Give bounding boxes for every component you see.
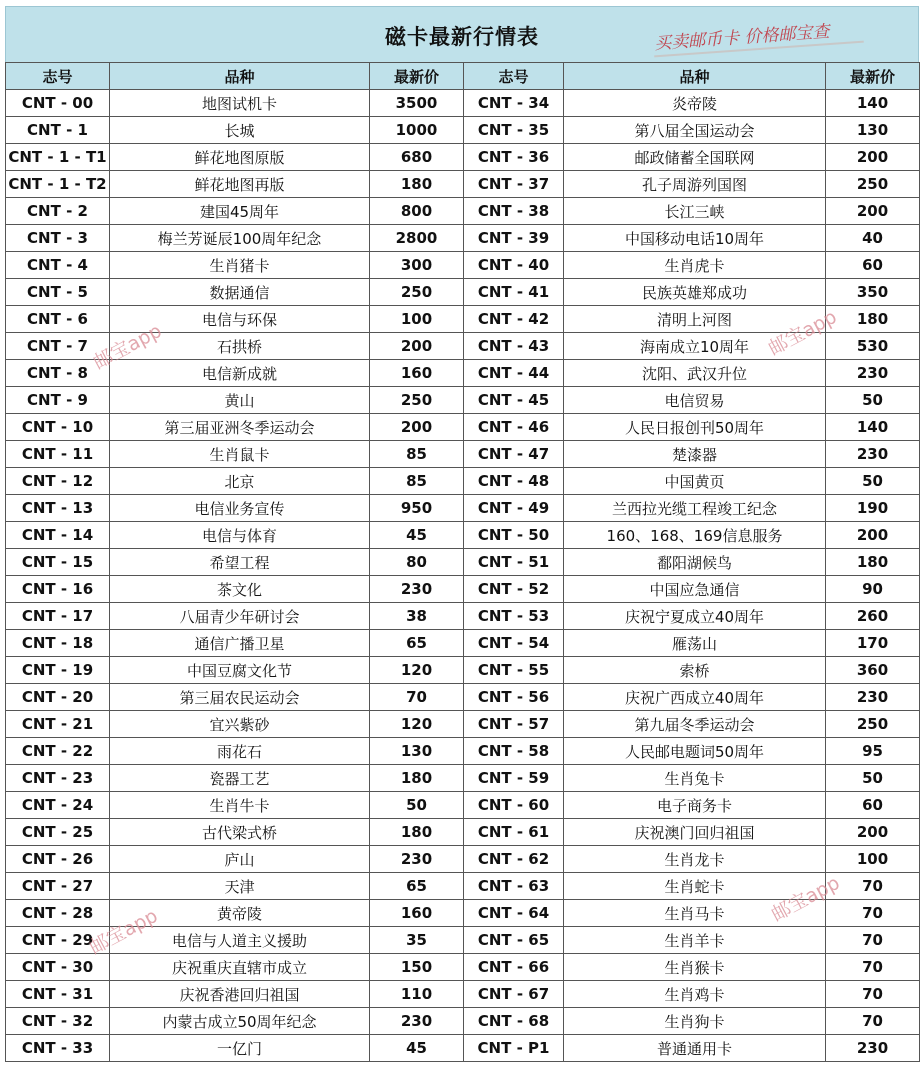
card-name: 第九届冬季运动会 bbox=[564, 711, 826, 738]
table-row bbox=[6, 198, 920, 225]
card-code: CNT - 38 bbox=[464, 198, 564, 225]
latest-price: 2800 bbox=[370, 225, 464, 252]
latest-price: 250 bbox=[826, 711, 920, 738]
card-name: 八届青少年研讨会 bbox=[110, 603, 370, 630]
card-code: CNT - 00 bbox=[6, 90, 110, 117]
card-name: 海南成立10周年 bbox=[564, 333, 826, 360]
column-header-price: 最新价 bbox=[826, 63, 920, 90]
card-name: 北京 bbox=[110, 468, 370, 495]
card-code: CNT - 31 bbox=[6, 981, 110, 1008]
watermark: 邮宝app bbox=[764, 305, 841, 360]
table-row bbox=[6, 333, 920, 360]
latest-price: 110 bbox=[370, 981, 464, 1008]
card-name: 黄帝陵 bbox=[110, 900, 370, 927]
table-row bbox=[6, 441, 920, 468]
table-row bbox=[6, 144, 920, 171]
latest-price: 70 bbox=[826, 1008, 920, 1035]
table-row bbox=[6, 981, 920, 1008]
card-name: 古代梁式桥 bbox=[110, 819, 370, 846]
latest-price: 250 bbox=[826, 171, 920, 198]
latest-price: 140 bbox=[826, 90, 920, 117]
card-name: 生肖鸡卡 bbox=[564, 981, 826, 1008]
card-name: 庆祝重庆直辖市成立 bbox=[110, 954, 370, 981]
card-code: CNT - 39 bbox=[464, 225, 564, 252]
card-name: 第八届全国运动会 bbox=[564, 117, 826, 144]
card-code: CNT - 1 bbox=[6, 117, 110, 144]
card-name: 中国黄页 bbox=[564, 468, 826, 495]
card-name: 中国移动电话10周年 bbox=[564, 225, 826, 252]
card-code: CNT - 33 bbox=[6, 1035, 110, 1062]
card-name: 庐山 bbox=[110, 846, 370, 873]
latest-price: 160 bbox=[370, 900, 464, 927]
card-code: CNT - 22 bbox=[6, 738, 110, 765]
card-name: 生肖鼠卡 bbox=[110, 441, 370, 468]
table-row bbox=[6, 171, 920, 198]
column-header-code: 志号 bbox=[464, 63, 564, 90]
card-name: 庆祝宁夏成立40周年 bbox=[564, 603, 826, 630]
latest-price: 680 bbox=[370, 144, 464, 171]
table-row bbox=[6, 387, 920, 414]
card-name: 人民日报创刊50周年 bbox=[564, 414, 826, 441]
slogan-signature: 买卖邮币卡 价格邮宝查 bbox=[653, 21, 831, 55]
card-code: CNT - 68 bbox=[464, 1008, 564, 1035]
latest-price: 530 bbox=[826, 333, 920, 360]
card-name: 兰西拉光缆工程竣工纪念 bbox=[564, 495, 826, 522]
latest-price: 70 bbox=[370, 684, 464, 711]
card-code: CNT - 44 bbox=[464, 360, 564, 387]
card-name: 电信新成就 bbox=[110, 360, 370, 387]
latest-price: 230 bbox=[370, 1008, 464, 1035]
card-code: CNT - 35 bbox=[464, 117, 564, 144]
latest-price: 3500 bbox=[370, 90, 464, 117]
table-row bbox=[6, 630, 920, 657]
latest-price: 180 bbox=[370, 171, 464, 198]
card-name: 孔子周游列国图 bbox=[564, 171, 826, 198]
table-row bbox=[6, 1035, 920, 1062]
table-row bbox=[6, 360, 920, 387]
latest-price: 90 bbox=[826, 576, 920, 603]
card-name: 庆祝澳门回归祖国 bbox=[564, 819, 826, 846]
card-code: CNT - 62 bbox=[464, 846, 564, 873]
latest-price: 180 bbox=[826, 549, 920, 576]
latest-price: 60 bbox=[826, 252, 920, 279]
card-name: 沈阳、武汉升位 bbox=[564, 360, 826, 387]
card-name: 清明上河图 bbox=[564, 306, 826, 333]
card-name: 生肖兔卡 bbox=[564, 765, 826, 792]
card-code: CNT - 14 bbox=[6, 522, 110, 549]
card-code: CNT - 60 bbox=[464, 792, 564, 819]
card-name: 生肖狗卡 bbox=[564, 1008, 826, 1035]
latest-price: 230 bbox=[826, 684, 920, 711]
table-row bbox=[6, 819, 920, 846]
latest-price: 50 bbox=[826, 387, 920, 414]
card-code: CNT - 64 bbox=[464, 900, 564, 927]
table-row bbox=[6, 252, 920, 279]
card-name: 鄱阳湖候鸟 bbox=[564, 549, 826, 576]
card-code: CNT - 49 bbox=[464, 495, 564, 522]
latest-price: 200 bbox=[826, 522, 920, 549]
card-code: CNT - 23 bbox=[6, 765, 110, 792]
card-name: 通信广播卫星 bbox=[110, 630, 370, 657]
card-name: 黄山 bbox=[110, 387, 370, 414]
card-name: 中国豆腐文化节 bbox=[110, 657, 370, 684]
latest-price: 200 bbox=[826, 819, 920, 846]
table-row bbox=[6, 522, 920, 549]
card-code: CNT - 53 bbox=[464, 603, 564, 630]
card-code: CNT - 63 bbox=[464, 873, 564, 900]
card-code: CNT - 10 bbox=[6, 414, 110, 441]
card-code: CNT - 48 bbox=[464, 468, 564, 495]
card-code: CNT - 46 bbox=[464, 414, 564, 441]
latest-price: 60 bbox=[826, 792, 920, 819]
card-name: 鲜花地图原版 bbox=[110, 144, 370, 171]
page-title: 磁卡最新行情表 bbox=[385, 25, 539, 49]
table-row bbox=[6, 468, 920, 495]
card-name: 长江三峡 bbox=[564, 198, 826, 225]
table-row bbox=[6, 1008, 920, 1035]
table-row bbox=[6, 684, 920, 711]
column-header-name: 品种 bbox=[110, 63, 370, 90]
latest-price: 140 bbox=[826, 414, 920, 441]
latest-price: 120 bbox=[370, 711, 464, 738]
latest-price: 180 bbox=[826, 306, 920, 333]
card-code: CNT - 1 - T2 bbox=[6, 171, 110, 198]
latest-price: 260 bbox=[826, 603, 920, 630]
card-name: 鲜花地图再版 bbox=[110, 171, 370, 198]
latest-price: 180 bbox=[370, 765, 464, 792]
card-name: 茶文化 bbox=[110, 576, 370, 603]
card-name: 电信与人道主义援助 bbox=[110, 927, 370, 954]
latest-price: 45 bbox=[370, 522, 464, 549]
card-name: 希望工程 bbox=[110, 549, 370, 576]
latest-price: 230 bbox=[370, 576, 464, 603]
latest-price: 95 bbox=[826, 738, 920, 765]
card-name: 庆祝香港回归祖国 bbox=[110, 981, 370, 1008]
table-body bbox=[6, 90, 920, 1062]
table-row bbox=[6, 846, 920, 873]
latest-price: 200 bbox=[370, 333, 464, 360]
latest-price: 100 bbox=[826, 846, 920, 873]
latest-price: 65 bbox=[370, 873, 464, 900]
latest-price: 50 bbox=[370, 792, 464, 819]
card-code: CNT - 32 bbox=[6, 1008, 110, 1035]
card-name: 生肖马卡 bbox=[564, 900, 826, 927]
card-name: 生肖虎卡 bbox=[564, 252, 826, 279]
latest-price: 170 bbox=[826, 630, 920, 657]
card-name: 雁荡山 bbox=[564, 630, 826, 657]
latest-price: 50 bbox=[826, 468, 920, 495]
table-header-row bbox=[6, 63, 920, 90]
card-name: 电信与环保 bbox=[110, 306, 370, 333]
card-code: CNT - 13 bbox=[6, 495, 110, 522]
card-name: 楚漆器 bbox=[564, 441, 826, 468]
card-name: 电信贸易 bbox=[564, 387, 826, 414]
column-header-name: 品种 bbox=[564, 63, 826, 90]
card-name: 生肖羊卡 bbox=[564, 927, 826, 954]
table-row bbox=[6, 711, 920, 738]
card-code: CNT - 15 bbox=[6, 549, 110, 576]
watermark: 邮宝app bbox=[767, 871, 844, 926]
card-name: 生肖猪卡 bbox=[110, 252, 370, 279]
latest-price: 85 bbox=[370, 441, 464, 468]
card-code: CNT - 6 bbox=[6, 306, 110, 333]
table-row bbox=[6, 279, 920, 306]
table-row bbox=[6, 90, 920, 117]
card-name: 长城 bbox=[110, 117, 370, 144]
table-row bbox=[6, 414, 920, 441]
latest-price: 1000 bbox=[370, 117, 464, 144]
card-code: CNT - 9 bbox=[6, 387, 110, 414]
card-name: 炎帝陵 bbox=[564, 90, 826, 117]
card-code: CNT - 37 bbox=[464, 171, 564, 198]
latest-price: 180 bbox=[370, 819, 464, 846]
card-code: CNT - 16 bbox=[6, 576, 110, 603]
latest-price: 120 bbox=[370, 657, 464, 684]
latest-price: 70 bbox=[826, 873, 920, 900]
card-code: CNT - 67 bbox=[464, 981, 564, 1008]
card-code: CNT - 36 bbox=[464, 144, 564, 171]
latest-price: 130 bbox=[370, 738, 464, 765]
card-name: 建国45周年 bbox=[110, 198, 370, 225]
card-code: CNT - 25 bbox=[6, 819, 110, 846]
card-code: CNT - 7 bbox=[6, 333, 110, 360]
card-code: CNT - 54 bbox=[464, 630, 564, 657]
table-row bbox=[6, 549, 920, 576]
card-name: 电信与体育 bbox=[110, 522, 370, 549]
card-code: CNT - 50 bbox=[464, 522, 564, 549]
card-code: CNT - 21 bbox=[6, 711, 110, 738]
table-row bbox=[6, 117, 920, 144]
table-row bbox=[6, 657, 920, 684]
card-code: CNT - 18 bbox=[6, 630, 110, 657]
card-name: 索桥 bbox=[564, 657, 826, 684]
latest-price: 45 bbox=[370, 1035, 464, 1062]
watermark: 邮宝app bbox=[89, 319, 166, 374]
latest-price: 35 bbox=[370, 927, 464, 954]
table-row bbox=[6, 576, 920, 603]
latest-price: 230 bbox=[826, 1035, 920, 1062]
card-code: CNT - 57 bbox=[464, 711, 564, 738]
card-code: CNT - 51 bbox=[464, 549, 564, 576]
latest-price: 80 bbox=[370, 549, 464, 576]
card-code: CNT - 27 bbox=[6, 873, 110, 900]
latest-price: 50 bbox=[826, 765, 920, 792]
card-code: CNT - 56 bbox=[464, 684, 564, 711]
card-code: CNT - 52 bbox=[464, 576, 564, 603]
watermark: 邮宝app bbox=[85, 904, 162, 959]
card-code: CNT - 24 bbox=[6, 792, 110, 819]
card-name: 普通通用卡 bbox=[564, 1035, 826, 1062]
card-code: CNT - 34 bbox=[464, 90, 564, 117]
card-name: 电子商务卡 bbox=[564, 792, 826, 819]
card-code: CNT - 42 bbox=[464, 306, 564, 333]
latest-price: 190 bbox=[826, 495, 920, 522]
card-name: 庆祝广西成立40周年 bbox=[564, 684, 826, 711]
price-sheet bbox=[5, 6, 919, 1062]
card-name: 地图试机卡 bbox=[110, 90, 370, 117]
latest-price: 70 bbox=[826, 981, 920, 1008]
latest-price: 70 bbox=[826, 900, 920, 927]
latest-price: 100 bbox=[370, 306, 464, 333]
latest-price: 360 bbox=[826, 657, 920, 684]
card-name: 瓷器工艺 bbox=[110, 765, 370, 792]
latest-price: 800 bbox=[370, 198, 464, 225]
card-code: CNT - 12 bbox=[6, 468, 110, 495]
card-code: CNT - 28 bbox=[6, 900, 110, 927]
latest-price: 70 bbox=[826, 954, 920, 981]
latest-price: 950 bbox=[370, 495, 464, 522]
latest-price: 250 bbox=[370, 279, 464, 306]
card-code: CNT - P1 bbox=[464, 1035, 564, 1062]
latest-price: 300 bbox=[370, 252, 464, 279]
latest-price: 130 bbox=[826, 117, 920, 144]
card-code: CNT - 47 bbox=[464, 441, 564, 468]
latest-price: 230 bbox=[370, 846, 464, 873]
card-code: CNT - 1 - T1 bbox=[6, 144, 110, 171]
card-name: 邮政储蓄全国联网 bbox=[564, 144, 826, 171]
card-name: 160、168、169信息服务 bbox=[564, 522, 826, 549]
card-code: CNT - 66 bbox=[464, 954, 564, 981]
card-code: CNT - 29 bbox=[6, 927, 110, 954]
table-row bbox=[6, 495, 920, 522]
card-name: 第三届亚洲冬季运动会 bbox=[110, 414, 370, 441]
card-code: CNT - 41 bbox=[464, 279, 564, 306]
card-code: CNT - 8 bbox=[6, 360, 110, 387]
latest-price: 38 bbox=[370, 603, 464, 630]
table-row bbox=[6, 603, 920, 630]
card-code: CNT - 4 bbox=[6, 252, 110, 279]
latest-price: 150 bbox=[370, 954, 464, 981]
latest-price: 200 bbox=[826, 144, 920, 171]
card-code: CNT - 65 bbox=[464, 927, 564, 954]
card-name: 石拱桥 bbox=[110, 333, 370, 360]
card-code: CNT - 19 bbox=[6, 657, 110, 684]
card-name: 宜兴紫砂 bbox=[110, 711, 370, 738]
card-name: 人民邮电题词50周年 bbox=[564, 738, 826, 765]
card-name: 生肖猴卡 bbox=[564, 954, 826, 981]
card-name: 一亿门 bbox=[110, 1035, 370, 1062]
table-row bbox=[6, 900, 920, 927]
latest-price: 40 bbox=[826, 225, 920, 252]
card-name: 数据通信 bbox=[110, 279, 370, 306]
card-name: 生肖龙卡 bbox=[564, 846, 826, 873]
latest-price: 85 bbox=[370, 468, 464, 495]
card-code: CNT - 58 bbox=[464, 738, 564, 765]
title-bar bbox=[5, 6, 919, 62]
card-code: CNT - 40 bbox=[464, 252, 564, 279]
table-row bbox=[6, 225, 920, 252]
card-code: CNT - 5 bbox=[6, 279, 110, 306]
card-name: 第三届农民运动会 bbox=[110, 684, 370, 711]
latest-price: 230 bbox=[826, 441, 920, 468]
card-code: CNT - 61 bbox=[464, 819, 564, 846]
card-code: CNT - 30 bbox=[6, 954, 110, 981]
latest-price: 200 bbox=[370, 414, 464, 441]
table-row bbox=[6, 927, 920, 954]
price-table bbox=[5, 62, 920, 1062]
card-code: CNT - 20 bbox=[6, 684, 110, 711]
card-code: CNT - 26 bbox=[6, 846, 110, 873]
card-code: CNT - 11 bbox=[6, 441, 110, 468]
card-name: 电信业务宣传 bbox=[110, 495, 370, 522]
card-name: 生肖蛇卡 bbox=[564, 873, 826, 900]
table-row bbox=[6, 873, 920, 900]
table-row bbox=[6, 306, 920, 333]
card-name: 生肖牛卡 bbox=[110, 792, 370, 819]
latest-price: 65 bbox=[370, 630, 464, 657]
table-row bbox=[6, 792, 920, 819]
table-row bbox=[6, 954, 920, 981]
card-name: 雨花石 bbox=[110, 738, 370, 765]
card-name: 梅兰芳诞辰100周年纪念 bbox=[110, 225, 370, 252]
card-code: CNT - 43 bbox=[464, 333, 564, 360]
card-name: 内蒙古成立50周年纪念 bbox=[110, 1008, 370, 1035]
card-code: CNT - 17 bbox=[6, 603, 110, 630]
latest-price: 350 bbox=[826, 279, 920, 306]
card-code: CNT - 2 bbox=[6, 198, 110, 225]
latest-price: 250 bbox=[370, 387, 464, 414]
latest-price: 200 bbox=[826, 198, 920, 225]
card-name: 天津 bbox=[110, 873, 370, 900]
card-code: CNT - 55 bbox=[464, 657, 564, 684]
table-row bbox=[6, 738, 920, 765]
card-code: CNT - 59 bbox=[464, 765, 564, 792]
card-name: 中国应急通信 bbox=[564, 576, 826, 603]
latest-price: 70 bbox=[826, 927, 920, 954]
column-header-code: 志号 bbox=[6, 63, 110, 90]
card-code: CNT - 3 bbox=[6, 225, 110, 252]
column-header-price: 最新价 bbox=[370, 63, 464, 90]
table-row bbox=[6, 765, 920, 792]
card-code: CNT - 45 bbox=[464, 387, 564, 414]
latest-price: 230 bbox=[826, 360, 920, 387]
card-name: 民族英雄郑成功 bbox=[564, 279, 826, 306]
latest-price: 160 bbox=[370, 360, 464, 387]
